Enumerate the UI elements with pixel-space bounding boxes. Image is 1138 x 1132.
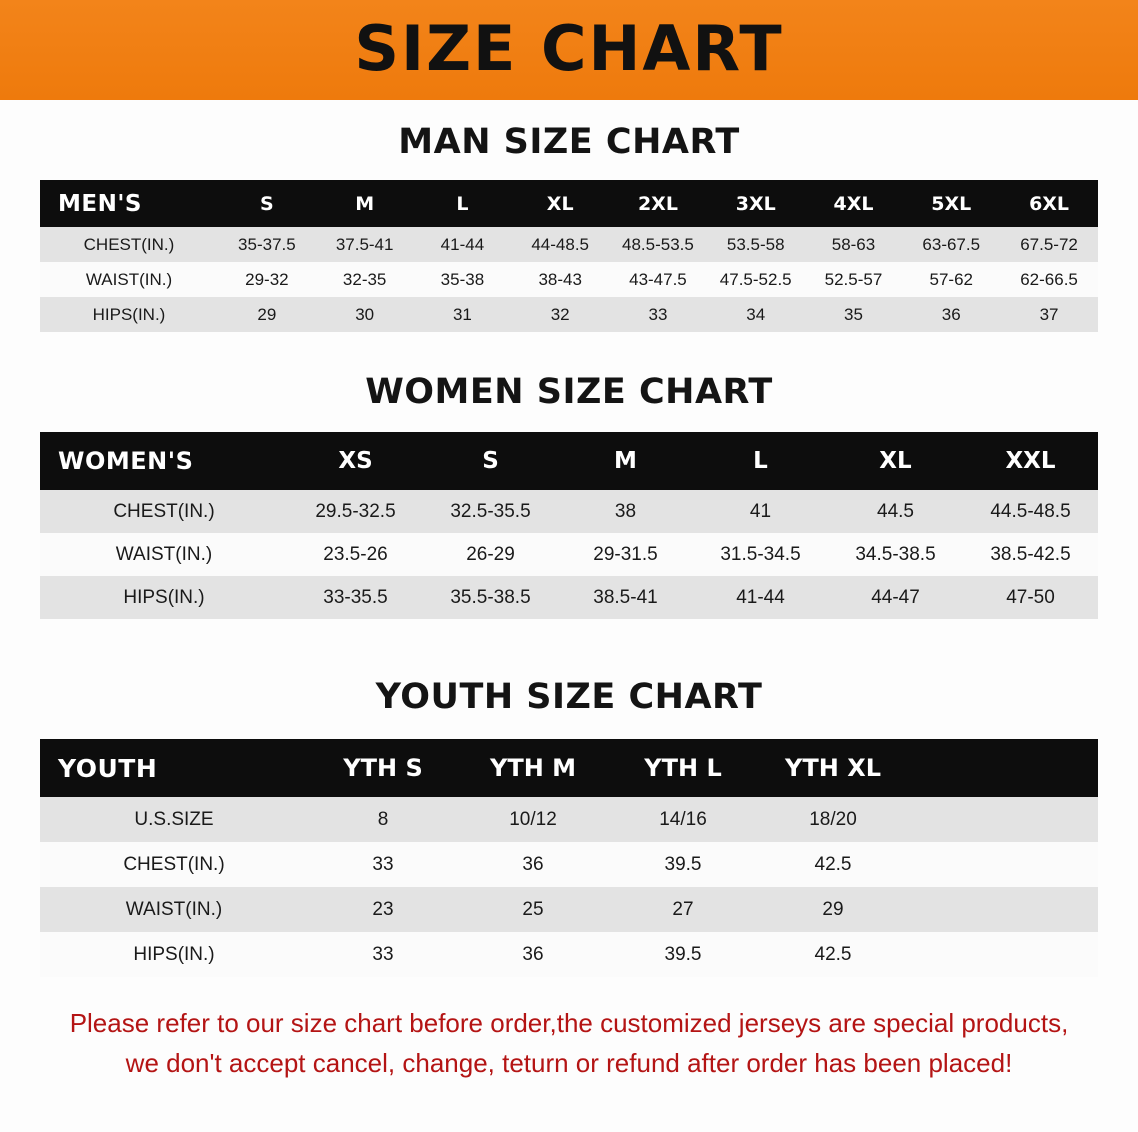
table-row [40, 490, 1098, 533]
man-section-title: MAN SIZE CHART [398, 122, 740, 162]
table-header-row [40, 180, 1098, 227]
women-cell: 31.5-34.5 [693, 533, 828, 576]
man-cell: 36 [902, 297, 1000, 332]
man-cell: 35 [805, 297, 903, 332]
man-cell: 44-48.5 [511, 227, 609, 262]
man-col-header: 2XL [609, 180, 707, 227]
youth-cell: 27 [608, 887, 758, 932]
disclaimer-line-1: Please refer to our size chart before order,the customized jerseys are special products, [69, 1008, 1069, 1038]
man-table-wrap [40, 180, 1098, 332]
man-cell: 38-43 [511, 262, 609, 297]
man-cell: 34 [707, 297, 805, 332]
youth-col-header: YTH L [608, 739, 758, 797]
man-cell: 47.5-52.5 [707, 262, 805, 297]
youth-spacer-header [908, 739, 1098, 797]
man-cell: 48.5-53.5 [609, 227, 707, 262]
youth-spacer-cell [908, 797, 1098, 842]
youth-spacer-cell [908, 932, 1098, 977]
man-cell: 37 [1000, 297, 1098, 332]
table-row [40, 533, 1098, 576]
youth-row-label: CHEST(IN.) [40, 842, 308, 887]
women-size-table [40, 432, 1098, 619]
youth-cell: 29 [758, 887, 908, 932]
youth-col-header: YTH M [458, 739, 608, 797]
man-row-label: CHEST(IN.) [40, 227, 218, 262]
man-cell: 35-37.5 [218, 227, 316, 262]
women-section-title: WOMEN SIZE CHART [365, 372, 773, 412]
table-row [40, 262, 1098, 297]
youth-cell: 39.5 [608, 932, 758, 977]
women-col-header: L [693, 432, 828, 490]
man-row-label: WAIST(IN.) [40, 262, 218, 297]
table-row [40, 887, 1098, 932]
women-cell: 41-44 [693, 576, 828, 619]
man-col-header: XL [511, 180, 609, 227]
man-table-head [40, 180, 1098, 227]
table-row [40, 842, 1098, 887]
women-cell: 23.5-26 [288, 533, 423, 576]
man-cell: 52.5-57 [805, 262, 903, 297]
table-row [40, 297, 1098, 332]
youth-cell: 36 [458, 932, 608, 977]
youth-cell: 25 [458, 887, 608, 932]
youth-cell: 36 [458, 842, 608, 887]
women-col-header: XL [828, 432, 963, 490]
man-cell: 63-67.5 [902, 227, 1000, 262]
man-cell: 32 [511, 297, 609, 332]
youth-col-header: YTH XL [758, 739, 908, 797]
women-table-head [40, 432, 1098, 490]
youth-col-header: YTH S [308, 739, 458, 797]
youth-cell: 39.5 [608, 842, 758, 887]
women-cell: 35.5-38.5 [423, 576, 558, 619]
youth-cell: 33 [308, 932, 458, 977]
women-cell: 29.5-32.5 [288, 490, 423, 533]
man-table-body [40, 227, 1098, 332]
women-cell: 29-31.5 [558, 533, 693, 576]
table-row [40, 227, 1098, 262]
youth-corner-header: YOUTH [40, 739, 308, 797]
man-col-header: M [316, 180, 414, 227]
women-cell: 32.5-35.5 [423, 490, 558, 533]
women-cell: 44.5 [828, 490, 963, 533]
women-cell: 38.5-42.5 [963, 533, 1098, 576]
women-row-label: HIPS(IN.) [40, 576, 288, 619]
youth-size-table [40, 739, 1098, 977]
man-row-label: HIPS(IN.) [40, 297, 218, 332]
man-col-header: 6XL [1000, 180, 1098, 227]
youth-row-label: U.S.SIZE [40, 797, 308, 842]
women-cell: 44.5-48.5 [963, 490, 1098, 533]
youth-spacer-cell [908, 842, 1098, 887]
table-header-row [40, 432, 1098, 490]
women-cell: 44-47 [828, 576, 963, 619]
youth-cell: 10/12 [458, 797, 608, 842]
women-table-wrap [40, 432, 1098, 619]
women-table-body [40, 490, 1098, 619]
women-cell: 41 [693, 490, 828, 533]
man-cell: 31 [414, 297, 512, 332]
youth-spacer-cell [908, 887, 1098, 932]
table-header-row [40, 739, 1098, 797]
women-row-label: CHEST(IN.) [40, 490, 288, 533]
man-cell: 62-66.5 [1000, 262, 1098, 297]
youth-cell: 33 [308, 842, 458, 887]
youth-cell: 42.5 [758, 842, 908, 887]
man-cell: 53.5-58 [707, 227, 805, 262]
youth-cell: 14/16 [608, 797, 758, 842]
disclaimer-note [39, 1003, 1099, 1084]
youth-cell: 23 [308, 887, 458, 932]
man-size-table [40, 180, 1098, 332]
women-col-header: M [558, 432, 693, 490]
women-cell: 38.5-41 [558, 576, 693, 619]
women-row-label: WAIST(IN.) [40, 533, 288, 576]
table-row [40, 932, 1098, 977]
man-cell: 35-38 [414, 262, 512, 297]
youth-table-head [40, 739, 1098, 797]
women-col-header: XS [288, 432, 423, 490]
disclaimer-line-2: we don't accept cancel, change, teturn or refund after order has been placed! [125, 1048, 1013, 1079]
man-cell: 37.5-41 [316, 227, 414, 262]
women-cell: 34.5-38.5 [828, 533, 963, 576]
women-cell: 26-29 [423, 533, 558, 576]
women-cell: 47-50 [963, 576, 1098, 619]
man-cell: 33 [609, 297, 707, 332]
youth-table-wrap [40, 739, 1098, 977]
man-cell: 43-47.5 [609, 262, 707, 297]
youth-cell: 18/20 [758, 797, 908, 842]
women-col-header: XXL [963, 432, 1098, 490]
man-cell: 29 [218, 297, 316, 332]
man-col-header: 3XL [707, 180, 805, 227]
man-cell: 67.5-72 [1000, 227, 1098, 262]
man-col-header: L [414, 180, 512, 227]
women-cell: 33-35.5 [288, 576, 423, 619]
table-row [40, 576, 1098, 619]
page-title: SIZE CHART [354, 12, 784, 85]
man-cell: 41-44 [414, 227, 512, 262]
women-corner-header: WOMEN'S [40, 432, 288, 490]
women-cell: 38 [558, 490, 693, 533]
youth-row-label: WAIST(IN.) [40, 887, 308, 932]
man-cell: 30 [316, 297, 414, 332]
man-col-header: 4XL [805, 180, 903, 227]
man-col-header: S [218, 180, 316, 227]
man-cell: 29-32 [218, 262, 316, 297]
man-cell: 58-63 [805, 227, 903, 262]
youth-cell: 8 [308, 797, 458, 842]
man-cell: 57-62 [902, 262, 1000, 297]
man-corner-header: MEN'S [40, 180, 218, 227]
man-col-header: 5XL [902, 180, 1000, 227]
youth-table-body [40, 797, 1098, 977]
man-cell: 32-35 [316, 262, 414, 297]
table-row [40, 797, 1098, 842]
women-col-header: S [423, 432, 558, 490]
youth-row-label: HIPS(IN.) [40, 932, 308, 977]
page-banner [0, 0, 1138, 100]
youth-cell: 42.5 [758, 932, 908, 977]
youth-section-title: YOUTH SIZE CHART [375, 677, 763, 717]
